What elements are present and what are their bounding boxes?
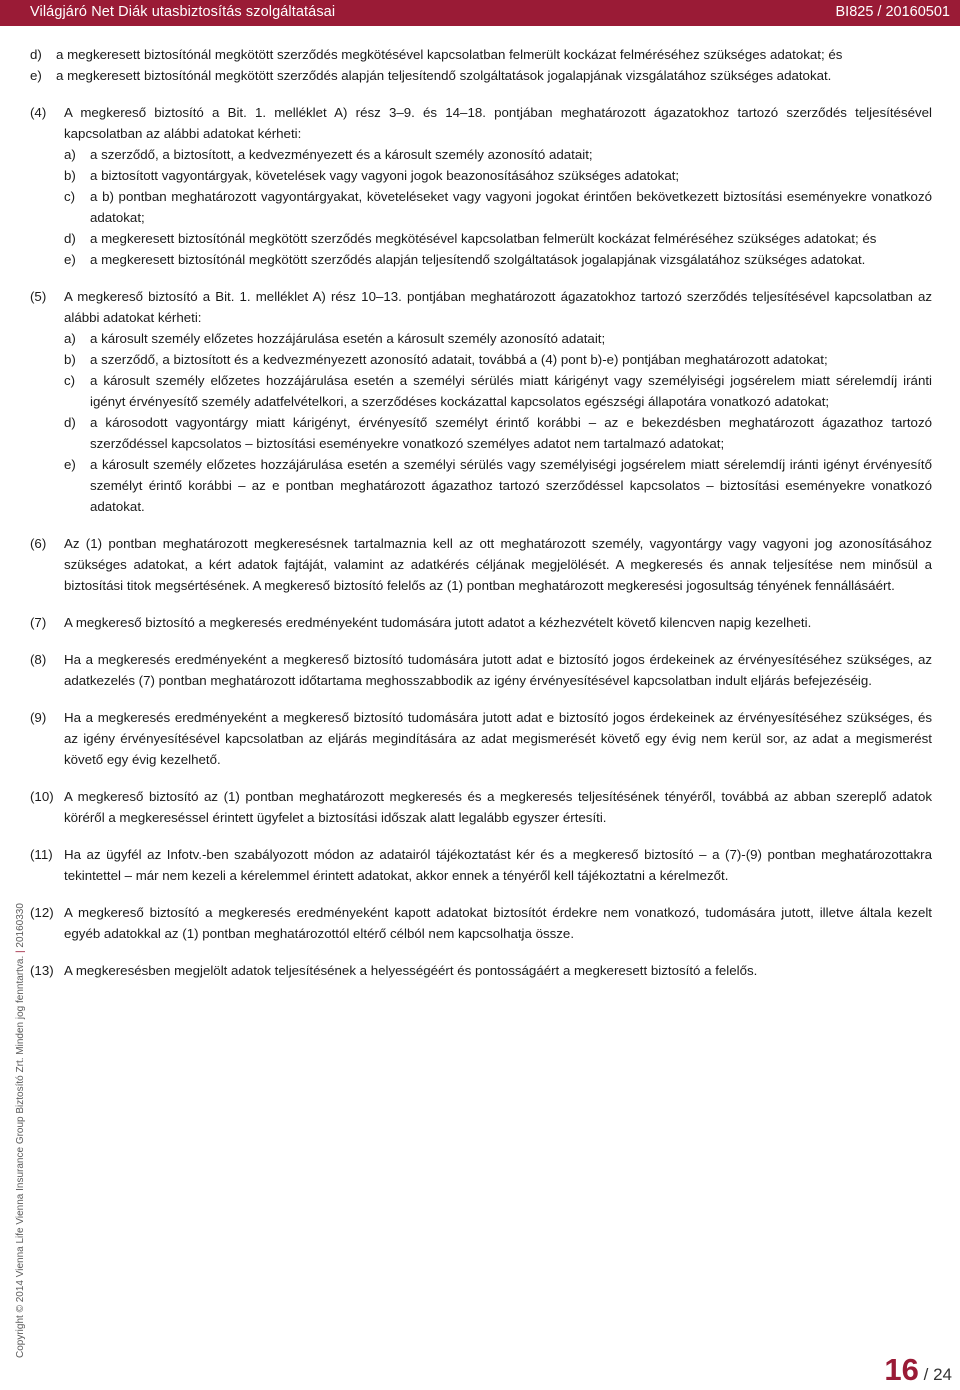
item-label: d)	[64, 415, 76, 430]
item-text: a biztosított vagyontárgyak, követelések vagy vagyoni jogok beazonosításához szükséges adatokat;	[90, 168, 680, 183]
item-text: a károsodott vagyontárgy miatt kárigényt, érvényesítő személyt érintő korábbi – az e bekezdésben meghatározott ágazathoz tartozó szerződéssel kapcsolatos – biztosítási eseményekre vonatkozó személyes adatot nem tartalmazó adatokat;	[90, 415, 932, 451]
paragraph-number: (8)	[30, 652, 47, 667]
item-label: e)	[30, 68, 42, 83]
item-text: a megkeresett biztosítónál megkötött szerződés megkötésével kapcsolatban felmerült kockázat felméréséhez szükséges adatokat; és	[56, 47, 843, 62]
copyright-separator: |	[15, 950, 26, 953]
list-item	[64, 249, 932, 270]
paragraph-text: Ha a megkeresés eredményeként a megkereső biztosító tudomására jutott adat e biztosító jogos érdekeinek az érvényesítéséhez szükséges, és az igény érvényesítésével kapcsolatban az eljárás megindítására az adat megismerését követő egy évig nem kerül sor, az adat a megismerést követő egy évig kezelhető.	[64, 710, 932, 767]
item-text: a megkeresett biztosítónál megkötött szerződés alapján teljesítendő szolgáltatások jogalapjának vizsgálatához szükséges adatokat.	[56, 68, 832, 83]
paragraph-text: Ha a megkeresés eredményeként a megkereső biztosító tudomására jutott adat e biztosító jogos érdekeinek az érvényesítéséhez szükséges, az adatkezelés (7) pontban meghatározott időtartama meghosszabbodik az igény érvényesítésével kapcsolatban indult eljárás befejezéséig.	[64, 652, 932, 688]
paragraph-number: (4)	[30, 105, 47, 120]
item-text: a megkeresett biztosítónál megkötött szerződés alapján teljesítendő szolgáltatások jogalapjának vizsgálatához szükséges adatokat.	[90, 252, 866, 267]
paragraph-text: A megkereső biztosító az (1) pontban meghatározott megkeresés és a megkeresés teljesítésének tényéről, továbbá az abban szereplő adatok köréről a megkereséssel érintett ügyfelet a biztosítási időszak alatt legalább egyszer értesíti.	[64, 789, 932, 825]
copyright-note	[15, 903, 26, 1358]
total-pages: / 24	[918, 1365, 952, 1384]
item-label: d)	[30, 47, 42, 62]
item-label: a)	[64, 331, 76, 346]
item-text: a szerződő, a biztosított, a kedvezményezett és a károsult személy azonosító adatait;	[90, 147, 593, 162]
paragraph-7	[30, 612, 932, 633]
paragraph-11	[30, 844, 932, 886]
list-item	[64, 454, 932, 517]
page-header	[0, 0, 960, 26]
list-item	[64, 328, 932, 349]
item-label: e)	[64, 252, 76, 267]
list-item	[64, 349, 932, 370]
item-text: a szerződő, a biztosított és a kedvezményezett azonosító adatait, továbbá a (4) pont b)-e) pontjában meghatározott adatokat;	[90, 352, 828, 367]
paragraph-number: (13)	[30, 963, 54, 978]
item-label: c)	[64, 373, 76, 388]
paragraph-text: A megkereső biztosító a megkeresés eredményeként tudomására jutott adatot a kézhezvételt követő kilencven napig kezelheti.	[64, 615, 812, 630]
item-label: d)	[64, 231, 76, 246]
list-item	[64, 228, 932, 249]
list-item	[64, 412, 932, 454]
list-item	[30, 65, 932, 86]
paragraph-13	[30, 960, 932, 981]
item-label: b)	[64, 168, 76, 183]
document-title: Világjáró Net Diák utasbiztosítás szolgáltatásai	[30, 4, 336, 20]
item-text: a károsult személy előzetes hozzájárulása esetén a károsult személy azonosító adatait;	[90, 331, 606, 346]
paragraph-text: Az (1) pontban meghatározott megkeresésnek tartalmaznia kell az ott meghatározott személy, vagyontárgy vagy vagyoni jog azonosításához szükséges adatokat, a kért adatok fajtáját, valamint az adatkérés céljának megjelölését. A megkeresés és annak teljesítése nem minősül a biztosítási titok megsértésének. A megkereső biztosító felelős az (1) pontban meghatározott megkeresési jogosultság tényének fennállásáért.	[64, 536, 932, 593]
item-label: c)	[64, 189, 76, 204]
paragraph-8	[30, 649, 932, 691]
paragraph-number: (6)	[30, 536, 47, 551]
paragraph-10	[30, 786, 932, 828]
paragraph-text: A megkereső biztosító a megkeresés eredményeként kapott adatokat biztosítót érdekre nem vonatkozó, tudomására jutott, illetve általa kezelt egyéb adatokkal az (1) pontban meghatározottól eltérő célból nem kapcsolhatja össze.	[64, 905, 932, 941]
item-label: b)	[64, 352, 76, 367]
paragraph-number: (7)	[30, 615, 47, 630]
document-body	[30, 44, 932, 981]
paragraph-9	[30, 707, 932, 770]
item-text: a károsult személy előzetes hozzájárulása esetén a személyi sérülés vagy személyiségi jogsérelem miatt sérelemdíj iránti igényt érvényesítő személyt érintő korábbi – az e pontban meghatározott ágazathoz tartozó szerződéssel kapcsolatos – biztosítási eseményekre vonatkozó adatokat.	[90, 457, 932, 514]
current-page: 16	[884, 1352, 919, 1387]
page-number	[884, 1352, 952, 1388]
list-item	[64, 144, 932, 165]
paragraph-number: (12)	[30, 905, 54, 920]
paragraph-number: (9)	[30, 710, 47, 725]
paragraph-number: (11)	[30, 847, 53, 862]
item-text: a b) pontban meghatározott vagyontárgyakat, követeléseket vagy vagyoni jogokat érintően bekövetkezett biztosítási eseményekre vonatkozó adatokat;	[90, 189, 932, 225]
paragraph-text: Ha az ügyfél az Infotv.-ben szabályozott módon az adatairól tájékoztatást kér és a megkereső biztosító – a (7)-(9) pontban meghatározottakra tekintettel – már nem kezeli a kérelemmel érintett adatokat, akkor ennek a tényéről kell tájékoztatni a kérelmezőt.	[64, 847, 932, 883]
copyright-text: Copyright © 2014 Vienna Life Vienna Insurance Group Biztosító Zrt. Minden jog fenntartva.	[15, 952, 26, 1358]
document-code: BI825 / 20160501	[835, 4, 950, 20]
copyright-date: 20160330	[15, 903, 26, 951]
list-item	[64, 186, 932, 228]
list-item	[64, 165, 932, 186]
paragraph-text: A megkereső biztosító a Bit. 1. melléklet A) rész 10–13. pontjában meghatározott ágazatokhoz tartozó szerződés teljesítésével kapcsolatban az alábbi adatokat kérheti:	[64, 289, 932, 325]
paragraph-6	[30, 533, 932, 596]
item-text: a károsult személy előzetes hozzájárulása esetén a személyi sérülés miatt kárigényt vagy személyiségi jogsérelem miatt sérelemdíj iránti igényt érvényesítő személy adatfelvételkori, a szerződéses kockázattal kapcsolatos egészségi állapotára vonatkozó adatokat;	[90, 373, 932, 409]
paragraph-4	[30, 102, 932, 270]
item-label: e)	[64, 457, 76, 472]
item-text: a megkeresett biztosítónál megkötött szerződés megkötésével kapcsolatban felmerült kockázat felméréséhez szükséges adatokat; és	[90, 231, 877, 246]
paragraph-number: (5)	[30, 289, 47, 304]
paragraph-number: (10)	[30, 789, 54, 804]
list-item	[30, 44, 932, 65]
paragraph-text: A megkereső biztosító a Bit. 1. melléklet A) rész 3–9. és 14–18. pontjában meghatározott ágazatokhoz tartozó szerződés teljesítésével kapcsolatban az alábbi adatokat kérheti:	[64, 105, 932, 141]
paragraph-5	[30, 286, 932, 517]
paragraph-text: A megkeresésben megjelölt adatok teljesítésének a helyességéért és pontosságáért a megkeresett biztosító a felelős.	[64, 963, 758, 978]
list-item	[64, 370, 932, 412]
item-label: a)	[64, 147, 76, 162]
paragraph-12	[30, 902, 932, 944]
